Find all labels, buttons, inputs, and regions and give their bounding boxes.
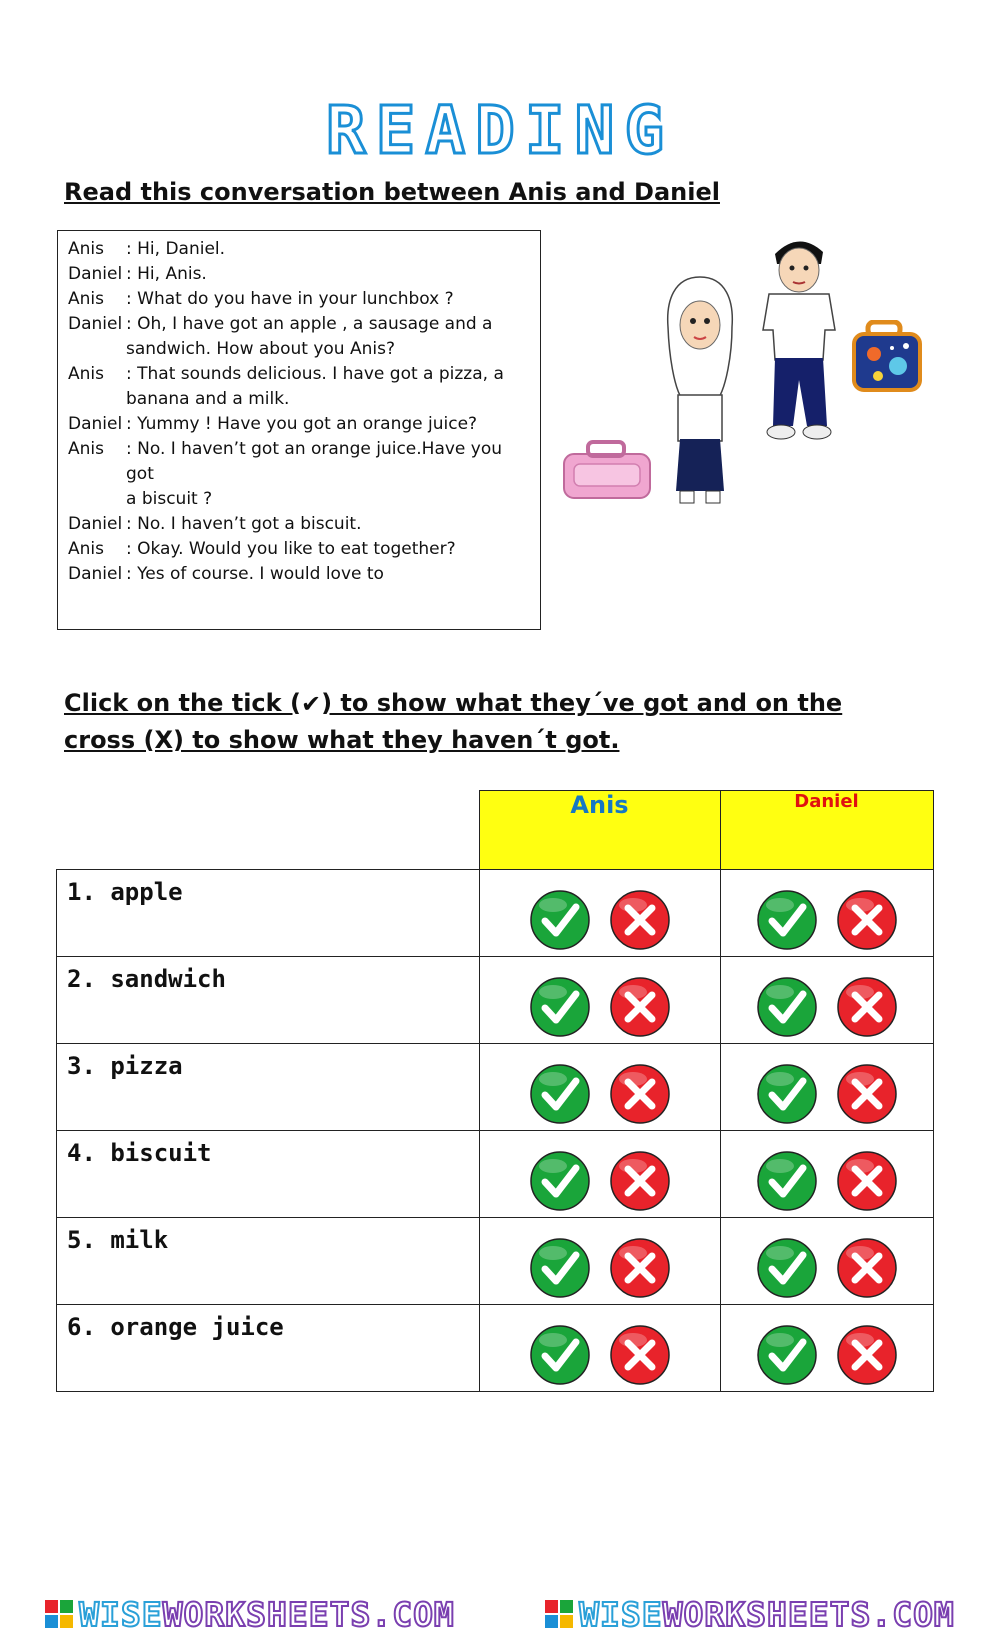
speaker-label: Anis: [68, 239, 104, 259]
cross-circle-icon[interactable]: [609, 1150, 671, 1212]
speaker-label: [68, 337, 126, 362]
table-row: [57, 1218, 934, 1305]
item-label: 6. orange juice: [57, 1305, 480, 1392]
speaker-label: Anis: [68, 364, 104, 384]
conversation-line: [68, 537, 530, 562]
item-label: 5. milk: [57, 1218, 480, 1305]
column-header-daniel: Daniel: [720, 791, 933, 870]
check-circle-icon[interactable]: [529, 1063, 591, 1125]
speaker-label: Anis: [68, 439, 104, 459]
anis-choice-cell: [479, 1305, 720, 1392]
daniel-choice-cell: [720, 1218, 933, 1305]
speaker-label: Daniel: [68, 414, 123, 434]
answer-table: [56, 790, 934, 1392]
check-circle-icon[interactable]: [756, 1237, 818, 1299]
cross-circle-icon[interactable]: [836, 1324, 898, 1386]
table-row: [57, 957, 934, 1044]
conversation-box: [57, 230, 541, 630]
anis-choice-cell: [479, 1131, 720, 1218]
anis-choice-cell: [479, 870, 720, 957]
conversation-line: [68, 562, 530, 587]
cross-circle-icon[interactable]: [609, 1237, 671, 1299]
boy-illustration: [755, 230, 845, 450]
conversation-line: [68, 512, 530, 537]
table-row: [57, 1305, 934, 1392]
anis-choice-cell: [479, 1218, 720, 1305]
conversation-line: [68, 487, 530, 512]
column-header-anis: Anis: [479, 791, 720, 870]
conversation-line: [68, 412, 530, 437]
brand-logo: WISE WORKSHEETS.COM: [45, 1595, 455, 1634]
speaker-label: Daniel: [68, 514, 123, 534]
check-circle-icon[interactable]: [529, 1324, 591, 1386]
speaker-label: Daniel: [68, 564, 123, 584]
utterance: : Oh, I have got an apple , a sausage and a: [126, 314, 493, 334]
brand-logo: WISE WORKSHEETS.COM: [545, 1595, 955, 1634]
tick-glyph: ✔: [300, 690, 322, 718]
utterance: banana and a milk.: [126, 389, 290, 409]
footer-watermark: [0, 1594, 1000, 1634]
instruction-text: Click on the tick (✔) to show what they´ve got and on the cross (X) to show what they haven´t got.: [64, 685, 914, 758]
check-circle-icon[interactable]: [529, 889, 591, 951]
utterance: : Hi, Daniel.: [126, 239, 226, 259]
conversation-line: [68, 387, 530, 412]
table-corner: [57, 791, 480, 870]
utterance: : What do you have in your lunchbox ?: [126, 289, 454, 309]
item-label: 1. apple: [57, 870, 480, 957]
cross-circle-icon[interactable]: [609, 976, 671, 1038]
check-circle-icon[interactable]: [756, 976, 818, 1038]
pink-lunchbox-icon: [560, 440, 655, 502]
item-label: 4. biscuit: [57, 1131, 480, 1218]
table-row: [57, 870, 934, 957]
check-circle-icon[interactable]: [756, 1324, 818, 1386]
utterance: sandwich. How about you Anis?: [126, 339, 395, 359]
cross-circle-icon[interactable]: [836, 889, 898, 951]
conversation-line: [68, 312, 530, 337]
speaker-label: Anis: [68, 289, 104, 309]
daniel-choice-cell: [720, 1131, 933, 1218]
utterance: : Okay. Would you like to eat together?: [126, 539, 456, 559]
item-label: 2. sandwich: [57, 957, 480, 1044]
cross-circle-icon[interactable]: [609, 1063, 671, 1125]
girl-illustration: [660, 275, 740, 515]
conversation-line: [68, 362, 530, 387]
speaker-label: Daniel: [68, 314, 123, 334]
cross-circle-icon[interactable]: [836, 976, 898, 1038]
page-title: READING: [325, 92, 675, 169]
utterance: : That sounds delicious. I have got a pizza, a: [126, 364, 504, 384]
anis-choice-cell: [479, 957, 720, 1044]
cross-circle-icon[interactable]: [836, 1150, 898, 1212]
brand-mark-icon: [545, 1600, 573, 1628]
speaker-label: [68, 387, 126, 412]
anis-choice-cell: [479, 1044, 720, 1131]
utterance: : Yes of course. I would love to: [126, 564, 384, 584]
conversation-line: [68, 237, 530, 262]
item-label: 3. pizza: [57, 1044, 480, 1131]
cross-circle-icon[interactable]: [609, 889, 671, 951]
table-row: [57, 1044, 934, 1131]
check-circle-icon[interactable]: [756, 1150, 818, 1212]
conversation-line: [68, 437, 530, 487]
section-subtitle: Read this conversation between Anis and Daniel: [64, 178, 720, 206]
daniel-choice-cell: [720, 1044, 933, 1131]
cross-circle-icon[interactable]: [609, 1324, 671, 1386]
conversation-line: [68, 262, 530, 287]
check-circle-icon[interactable]: [756, 889, 818, 951]
cross-circle-icon[interactable]: [836, 1237, 898, 1299]
utterance: : No. I haven’t got a biscuit.: [126, 514, 362, 534]
utterance: : No. I haven’t got an orange juice.Have you got: [126, 439, 503, 484]
utterance: : Yummy ! Have you got an orange juice?: [126, 414, 478, 434]
cross-circle-icon[interactable]: [836, 1063, 898, 1125]
check-circle-icon[interactable]: [756, 1063, 818, 1125]
conversation-line: [68, 337, 530, 362]
daniel-choice-cell: [720, 1305, 933, 1392]
conversation-line: [68, 287, 530, 312]
table-row: [57, 1131, 934, 1218]
speaker-label: Anis: [68, 539, 104, 559]
check-circle-icon[interactable]: [529, 1237, 591, 1299]
check-circle-icon[interactable]: [529, 976, 591, 1038]
brand-mark-icon: [45, 1600, 73, 1628]
utterance: : Hi, Anis.: [126, 264, 207, 284]
check-circle-icon[interactable]: [529, 1150, 591, 1212]
space-lunchbox-icon: [848, 320, 928, 396]
speaker-label: Daniel: [68, 264, 123, 284]
daniel-choice-cell: [720, 957, 933, 1044]
utterance: a biscuit ?: [126, 489, 213, 509]
speaker-label: [68, 487, 126, 512]
daniel-choice-cell: [720, 870, 933, 957]
